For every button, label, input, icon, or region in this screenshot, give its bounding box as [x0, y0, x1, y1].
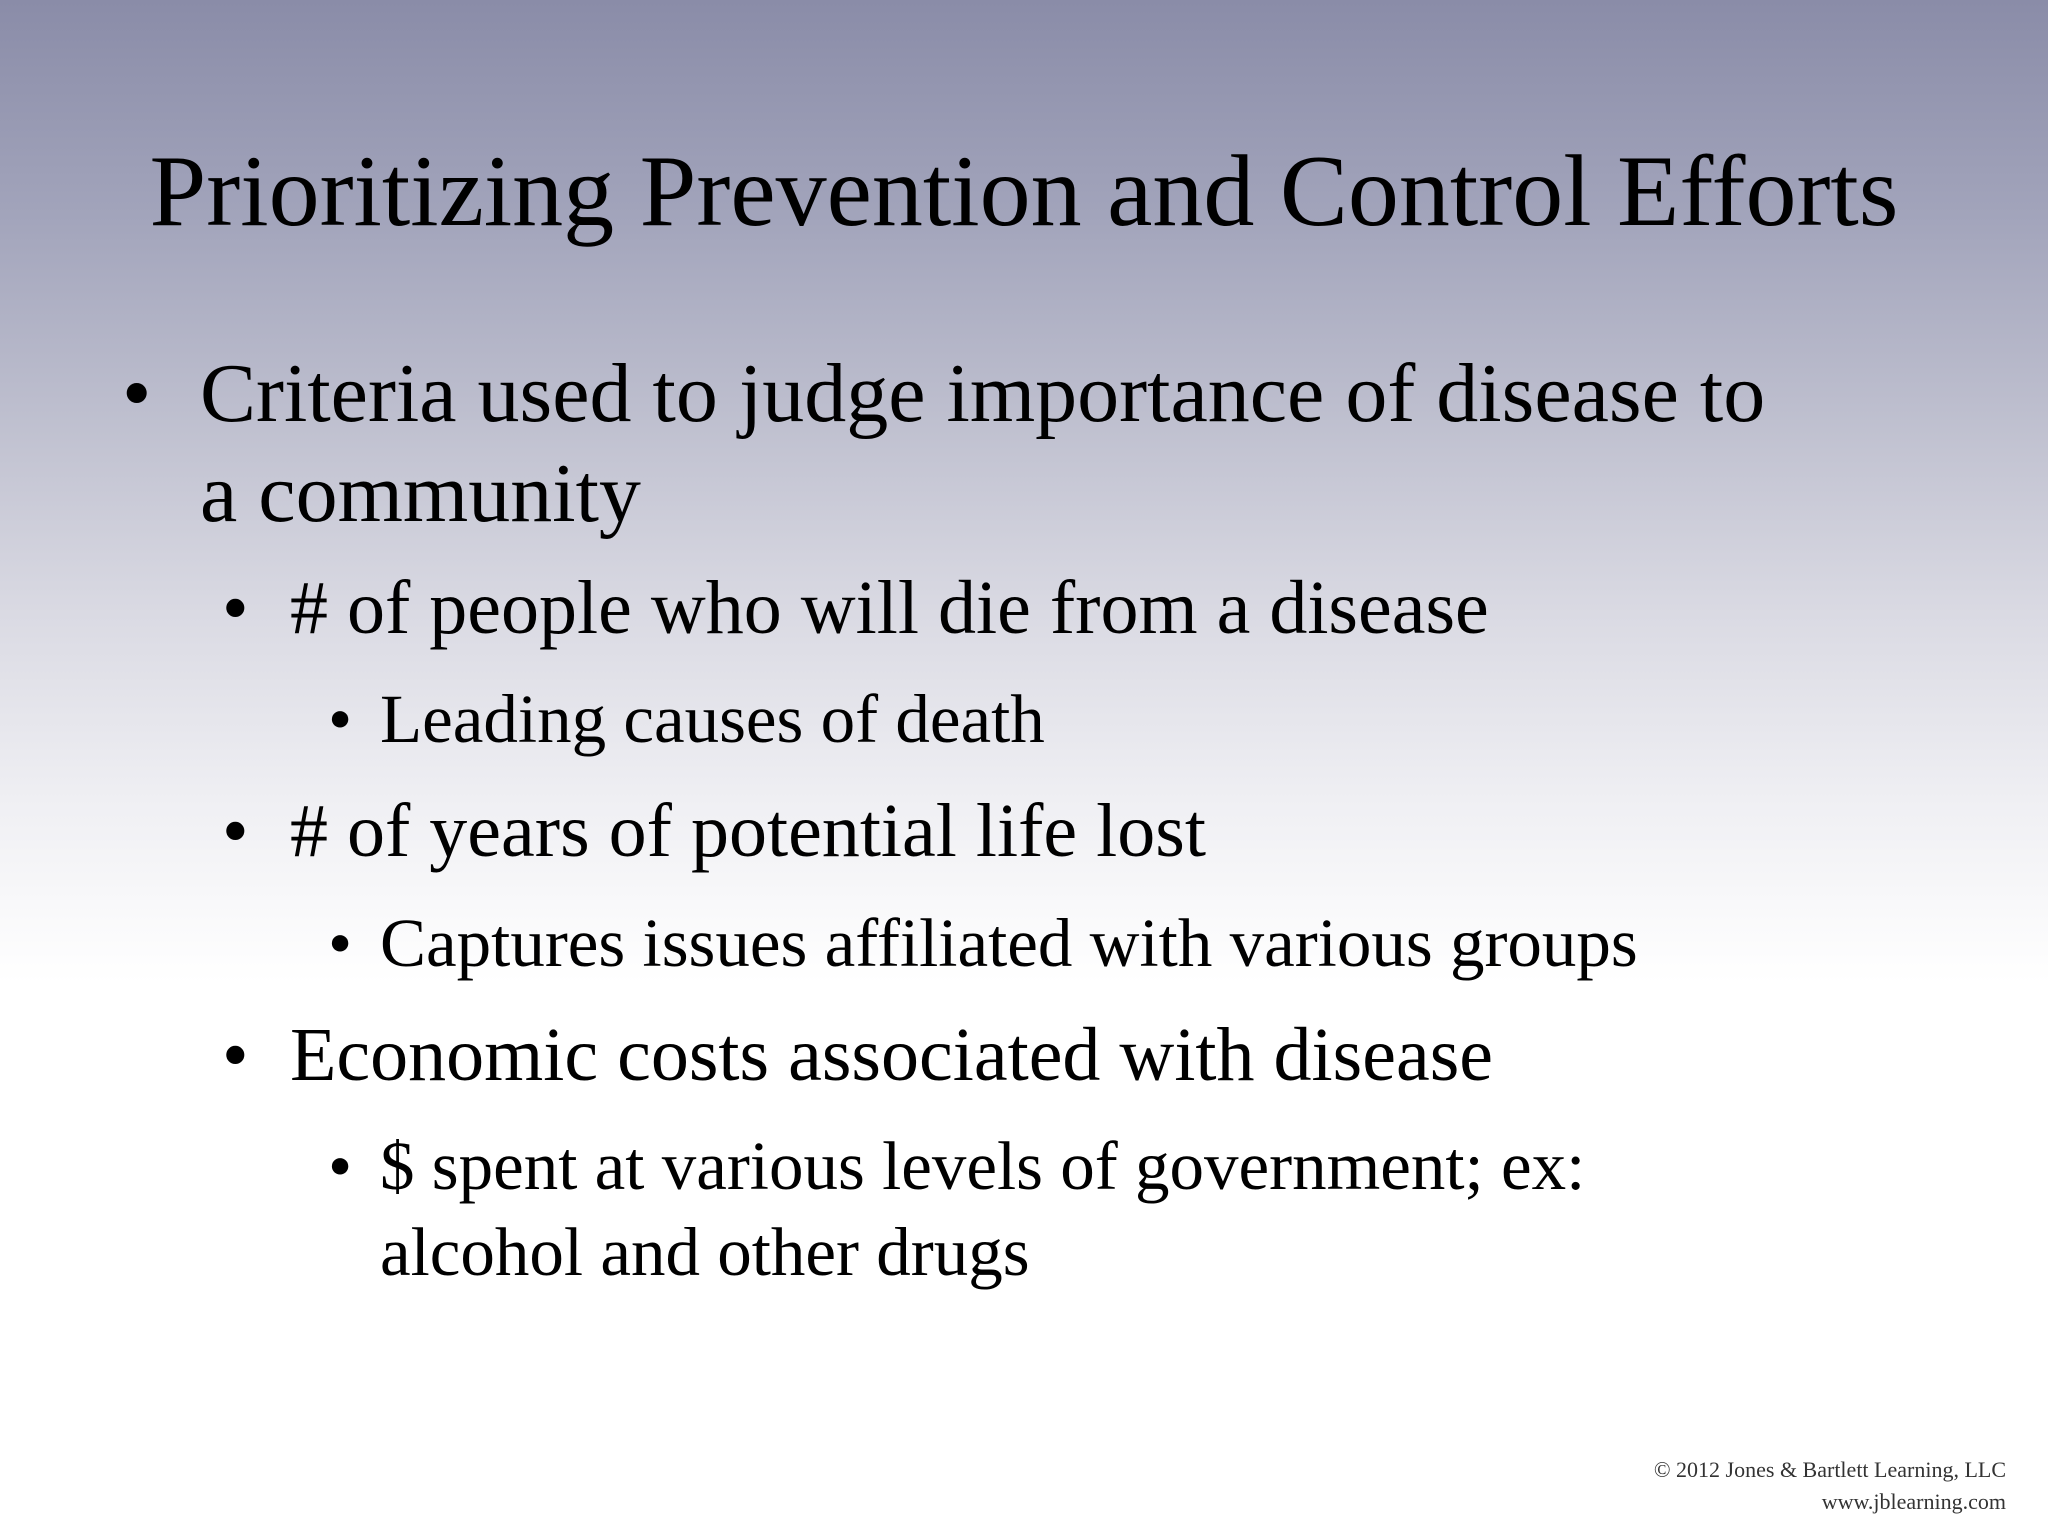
bullet-captures-issues: [328, 900, 1638, 986]
bullet-dot-icon: •: [222, 1013, 249, 1097]
bullet-text: Economic costs associated with disease: [290, 1013, 1494, 1097]
bullet-economic-costs: [222, 1008, 1494, 1102]
bullet-dollars-spent: [328, 1123, 1586, 1295]
slide-title: Prioritizing Prevention and Control Efforts: [149, 135, 1899, 248]
bullet-text-line-1: Criteria used to judge importance of disease to: [200, 347, 1766, 440]
bullet-criteria: [122, 344, 1766, 544]
bullet-text: # of people who will die from a disease: [290, 566, 1489, 650]
bullet-leading-causes: [328, 676, 1045, 762]
bullet-deaths: [222, 561, 1489, 655]
bullet-dot-icon: •: [222, 789, 249, 873]
bullet-text: Captures issues affiliated with various groups: [380, 905, 1638, 981]
bullet-dot-icon: •: [328, 681, 353, 757]
bullet-text-line-2: a community: [200, 447, 641, 540]
bullet-years-lost: [222, 784, 1206, 878]
bullet-dot-icon: •: [122, 347, 152, 440]
bullet-dot-icon: •: [328, 1128, 353, 1204]
bullet-text-line-1: $ spent at various levels of government; ex:: [380, 1128, 1586, 1204]
bullet-text: # of years of potential life lost: [290, 789, 1206, 873]
copyright-line: © 2012 Jones & Bartlett Learning, LLC: [1653, 1457, 2006, 1482]
bullet-text: Leading causes of death: [380, 681, 1045, 757]
bullet-dot-icon: •: [222, 566, 249, 650]
bullet-dot-icon: •: [328, 905, 353, 981]
publisher-url: www.jblearning.com: [1821, 1489, 2006, 1514]
copyright-notice: [1654, 1454, 2006, 1518]
bullet-text-line-2: alcohol and other drugs: [380, 1214, 1030, 1290]
